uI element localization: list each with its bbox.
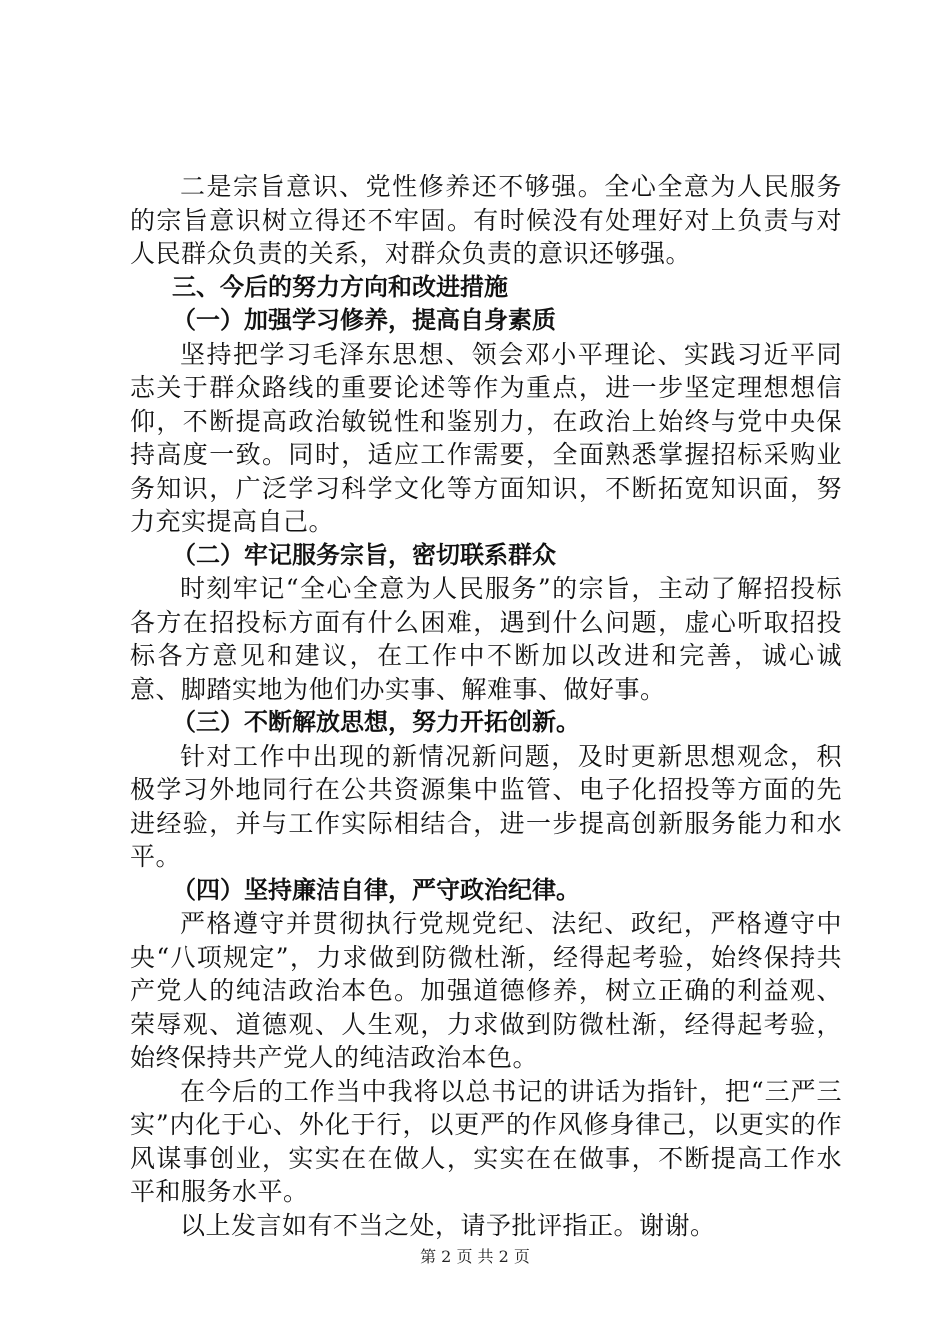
paragraph-weakness-2: 二是宗旨意识、党性修养还不够强。全心全意为人民服务的宗旨意识树立得还不牢固。有时候没有处理好对上负责与对人民群众负责的关系，对群众负责的意识还够强。 (130, 172, 842, 268)
subheading-discipline: （四）坚持廉洁自律，严守政治纪律。 (172, 875, 580, 904)
document-body (130, 170, 842, 1242)
subheading-service: （二）牢记服务宗旨，密切联系群众 (172, 540, 556, 569)
paragraph-closing: 以上发言如有不当之处，请予批评指正。谢谢。 (180, 1210, 716, 1240)
paragraph-future-work: 在今后的工作当中我将以总书记的讲话为指针，把“三严三实”内化于心、外化于行，以更严的作风修身律己，以更实的作风谋事创业，实实在在做人，实实在在做事，不断提高工作水平和服务水平。 (130, 1076, 842, 1206)
paragraph-study: 坚持把学习毛泽东思想、领会邓小平理论、实践习近平同志关于群众路线的重要论述等作为重点，进一步坚定理想想信仰，不断提高政治敏锐性和鉴别力，在政治上始终与党中央保持高度一致。同时，适应工作需要，全面熟悉掌握招标采购业务知识，广泛学习科学文化等方面知识，不断拓宽知识面，努力充实提高自己。 (130, 339, 842, 536)
section-heading-improvement: 三、今后的努力方向和改进措施 (172, 272, 508, 301)
subheading-innovation: （三）不断解放思想，努力开拓创新。 (172, 708, 580, 736)
page-footer: 第 2 页 共 2 页 (420, 1247, 530, 1266)
paragraph-discipline: 严格遵守并贯彻执行党规党纪、法纪、政纪，严格遵守中央“八项规定”，力求做到防微杜渐，经得起考验，始终保持共产党人的纯洁政治本色。加强道德修养，树立正确的利益观、荣辱观、道德观、人生观，力求做到防微杜渐，经得起考验，始终保持共产党人的纯洁政治本色。 (130, 909, 842, 1072)
paragraph-service: 时刻牢记“全心全意为人民服务”的宗旨，主动了解招投标各方在招投标方面有什么困难，遇到什么问题，虚心听取招投标各方意见和建议，在工作中不断加以改进和完善，诚心诚意、脚踏实地为他们办实事、解难事、做好事。 (130, 574, 842, 704)
subheading-study: （一）加强学习修养，提高自身素质 (172, 306, 556, 334)
paragraph-innovation: 针对工作中出现的新情况新问题，及时更新思想观念，积极学习外地同行在公共资源集中监管、电子化招投等方面的先进经验，并与工作实际相结合，进一步提高创新服务能力和水平。 (130, 741, 842, 871)
